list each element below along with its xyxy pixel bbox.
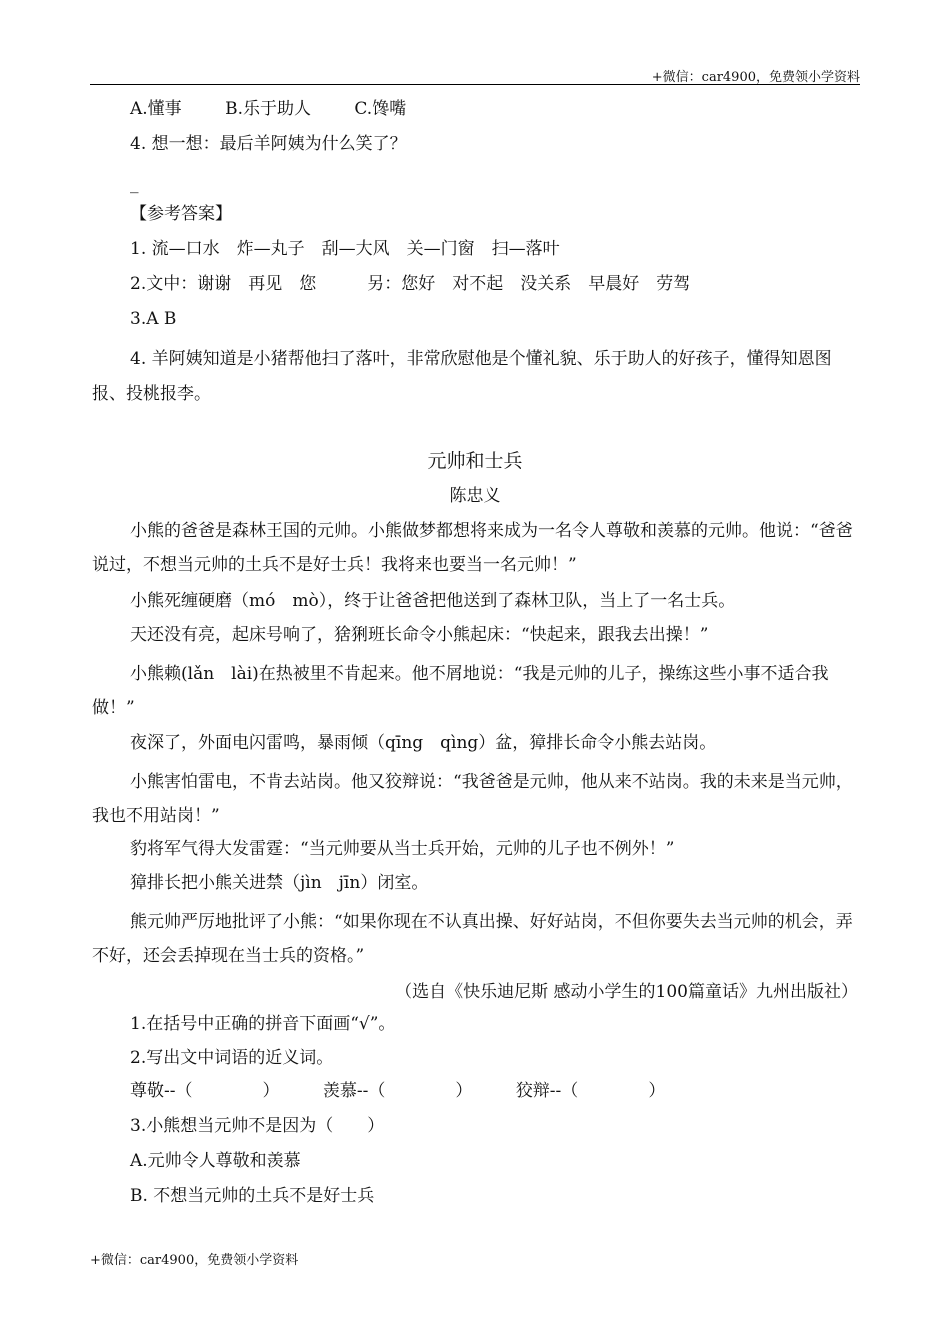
answer-3: 3.A B xyxy=(130,309,177,329)
synonym-close-1: ） xyxy=(262,1081,280,1101)
answers-heading: 【参考答案】 xyxy=(130,204,232,224)
story-paragraph-2: 小熊死缠硬磨（mó mò），终于让爸爸把他送到了森林卫队，当上了一名士兵。 xyxy=(130,591,736,611)
story-paragraph-5: 夜深了，外面电闪雷鸣，暴雨倾（qīng qìng）盆，獐排长命令小熊去站岗。 xyxy=(130,733,717,753)
story-author: 陈忠义 xyxy=(449,486,501,506)
story-source: （选自《快乐迪尼斯 感动小学生的100篇童话》九州出版社） xyxy=(395,982,858,1002)
header-watermark: +微信：car4900，免费领小学资料 xyxy=(651,70,860,85)
answer-4: 4. 羊阿姨知道是小猪帮他扫了落叶，非常欣慰他是个懂礼貌、乐于助人的好孩子，懂得知恩图报、投桃报李。 xyxy=(92,349,832,404)
synonym-close-2: ） xyxy=(455,1081,473,1101)
story-paragraph-3: 天还没有亮，起床号响了，猞猁班长命令小熊起床：“快起来，跟我去出操！” xyxy=(130,625,709,645)
exercise-3-option-a: A.元帅令人尊敬和羡慕 xyxy=(130,1151,301,1171)
exercise-2: 2.写出文中词语的近义词。 xyxy=(130,1048,334,1068)
exercise-3-option-b: B. 不想当元帅的土兵不是好士兵 xyxy=(130,1186,375,1206)
synonym-label-2: 羡慕--（ xyxy=(322,1081,386,1101)
story-paragraph-7: 豹将军气得大发雷霆：“当元帅要从当士兵开始，元帅的儿子也不例外！” xyxy=(130,839,675,859)
header-rule xyxy=(90,84,860,85)
exercise-3: 3.小熊想当元帅不是因为（ ） xyxy=(130,1116,385,1136)
exercise-2-blanks xyxy=(130,1079,665,1103)
option-c: C.馋嘴 xyxy=(354,99,407,119)
answer-blank: _ xyxy=(130,174,139,194)
answer-1: 1. 流—口水 炸—丸子 刮—大风 关—门窗 扫—落叶 xyxy=(130,239,560,259)
footer-watermark: +微信：car4900，免费领小学资料 xyxy=(90,1253,299,1268)
synonym-label-1: 尊敬--（ xyxy=(130,1081,193,1101)
option-a: A.懂事 xyxy=(130,99,182,119)
synonym-close-3: ） xyxy=(648,1081,666,1101)
answer-2: 2.文中：谢谢 再见 您 另：您好 对不起 没关系 早晨好 劳驾 xyxy=(130,274,691,294)
story-paragraph-8: 獐排长把小熊关进禁（jìn jīn）闭室。 xyxy=(130,873,429,893)
story-paragraph-4: 小熊赖(lǎn lài)在热被里不肯起来。他不屑地说：“我是元帅的儿子，操练这些小事不适合我做！” xyxy=(92,664,829,718)
story-paragraph-1: 小熊的爸爸是森林王国的元帅。小熊做梦都想将来成为一名令人尊敬和羡慕的元帅。他说：“爸爸说过，不想当元帅的土兵不是好士兵！我将来也要当一名元帅！” xyxy=(92,521,853,575)
question-4: 4. 想一想：最后羊阿姨为什么笑了？ xyxy=(130,134,407,154)
exercise-1: 1.在括号中正确的拼音下面画“√”。 xyxy=(130,1014,396,1034)
story-paragraph-6: 小熊害怕雷电，不肯去站岗。他又狡辩说：“我爸爸是元帅，他从来不站岗。我的未来是当元帅，我也不用站岗！” xyxy=(92,772,853,826)
story-paragraph-9: 熊元帅严厉地批评了小熊：“如果你现在不认真出操、好好站岗，不但你要失去当元帅的机会，弄不好，还会丢掉现在当士兵的资格。” xyxy=(92,912,853,966)
synonym-label-3: 狡辩--（ xyxy=(515,1081,579,1101)
option-b: B.乐于助人 xyxy=(225,99,311,119)
story-title: 元帅和士兵 xyxy=(427,450,523,472)
q3-options xyxy=(130,97,406,121)
